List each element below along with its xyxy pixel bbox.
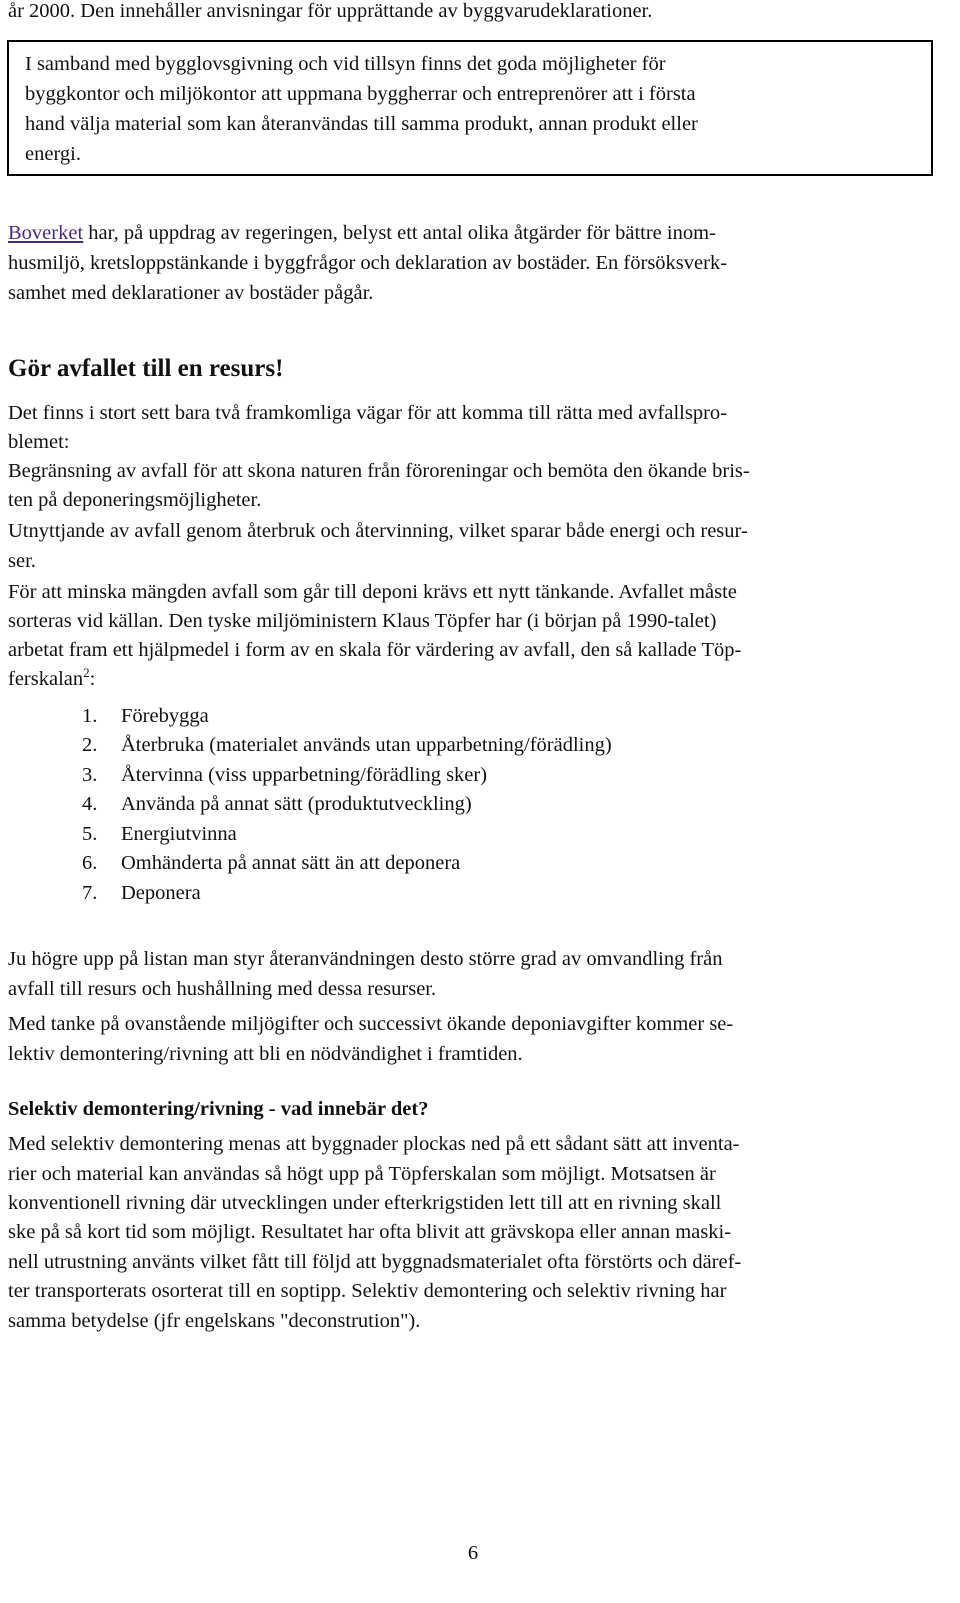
paragraph-line: nell utrustning använts vilket fått till följd att byggnadsmaterialet ofta förstörts och däref- (8, 1251, 742, 1273)
paragraph-line: lektiv demontering/rivning att bli en nödvändighet i framtiden. (8, 1043, 523, 1065)
boverket-link[interactable]: Boverket (8, 222, 84, 244)
paragraph-line: arbetat fram ett hjälpmedel i form av en skala för värdering av avfall, den så kallade Töp- (8, 639, 742, 661)
list-item-number: 2. (82, 734, 98, 756)
boverket-text: har, på uppdrag av regeringen, belyst ett antal olika åtgärder för bättre inom- (83, 222, 716, 244)
section-heading-resource: Gör avfallet till en resurs! (8, 355, 284, 382)
paragraph-line: ske på så kort tid som möjligt. Resultatet har ofta blivit att grävskopa eller annan maski- (8, 1221, 732, 1243)
list-item-text: Använda på annat sätt (produktutveckling) (121, 793, 472, 815)
list-item (82, 848, 460, 878)
list-item-text: Energiutvinna (121, 823, 237, 845)
paragraph-line: ser. (8, 550, 36, 572)
list-item (82, 701, 209, 731)
list-item (82, 789, 472, 819)
footnote-reference[interactable]: 2 (83, 665, 90, 680)
list-item (82, 819, 237, 849)
paragraph-line: Utnyttjande av avfall genom återbruk och återvinning, vilket sparar både energi och resur- (8, 520, 748, 542)
info-box-line: hand välja material som kan återanvändas till samma produkt, annan produkt eller (25, 113, 698, 135)
list-item-text: Återbruka (materialet används utan upparbetning/förädling) (121, 734, 612, 756)
paragraph-line: rier och material kan användas så högt upp på Töpferskalan som möjligt. Motsatsen är (8, 1163, 716, 1185)
paragraph-text: ferskalan (8, 668, 84, 690)
paragraph-line: ter transporterats osorterat till en soptipp. Selektiv demontering och selektiv rivning har (8, 1280, 727, 1302)
boverket-paragraph-line (8, 218, 716, 248)
section-heading-selective-demolition: Selektiv demontering/rivning - vad innebär det? (8, 1098, 429, 1120)
list-item-text: Omhänderta på annat sätt än att deponera (121, 852, 461, 874)
list-item-number: 7. (82, 882, 98, 904)
list-item-number: 6. (82, 852, 98, 874)
paragraph-line: Med tanke på ovanstående miljögifter och successivt ökande deponiavgifter kommer se- (8, 1013, 734, 1035)
intro-text: år 2000. Den innehåller anvisningar för upprättande av byggvarudeklarationer. (8, 0, 653, 22)
info-box-line: I samband med bygglovsgivning och vid tillsyn finns det goda möjligheter för (25, 53, 666, 75)
list-item-number: 3. (82, 764, 98, 786)
list-item-text: Förebygga (121, 705, 209, 727)
list-item-number: 1. (82, 705, 98, 727)
paragraph-line: Med selektiv demontering menas att byggnader plockas ned på ett sådant sätt att inventa- (8, 1133, 740, 1155)
paragraph-text: : (89, 668, 96, 690)
list-item-text: Återvinna (viss upparbetning/förädling sker) (121, 764, 488, 786)
list-item (82, 878, 201, 908)
boverket-paragraph-line: husmiljö, kretsloppstänkande i byggfrågor och deklaration av bostäder. En försöksverk- (8, 252, 728, 274)
paragraph-line: Ju högre upp på listan man styr återanvändningen desto större grad av omvandling från (8, 948, 723, 970)
paragraph-line: sorteras vid källan. Den tyske miljöministern Klaus Töpfer har (i början på 1990-talet) (8, 610, 717, 632)
info-box-line: byggkontor och miljökontor att uppmana byggherrar och entreprenörer att i första (25, 83, 696, 105)
info-box (7, 40, 933, 176)
paragraph-line: ten på deponeringsmöjligheter. (8, 489, 262, 511)
list-item-text: Deponera (121, 882, 201, 904)
list-item-number: 4. (82, 793, 98, 815)
paragraph-line: blemet: (8, 431, 70, 453)
paragraph-line: konventionell rivning där utvecklingen under efterkrigstiden lett till att en rivning skall (8, 1192, 722, 1214)
info-box-line: energi. (25, 143, 81, 165)
page-number: 6 (467, 1542, 479, 1564)
paragraph-line: För att minska mängden avfall som går till deponi krävs ett nytt tänkande. Avfallet måste (8, 581, 737, 603)
paragraph-line: Begränsning av avfall för att skona naturen från föroreningar och bemöta den ökande bris- (8, 460, 750, 482)
boverket-paragraph-line: samhet med deklarationer av bostäder pågår. (8, 282, 374, 304)
list-item-number: 5. (82, 823, 98, 845)
paragraph-line: Det finns i stort sett bara två framkomliga vägar för att komma till rätta med avfallspro- (8, 402, 727, 424)
paragraph-line: samma betydelse (jfr engelskans "deconstrution"). (8, 1310, 421, 1332)
paragraph-line: avfall till resurs och hushållning med dessa resurser. (8, 978, 437, 1000)
list-item (82, 760, 487, 790)
paragraph-line (8, 664, 95, 694)
list-item (82, 730, 612, 760)
